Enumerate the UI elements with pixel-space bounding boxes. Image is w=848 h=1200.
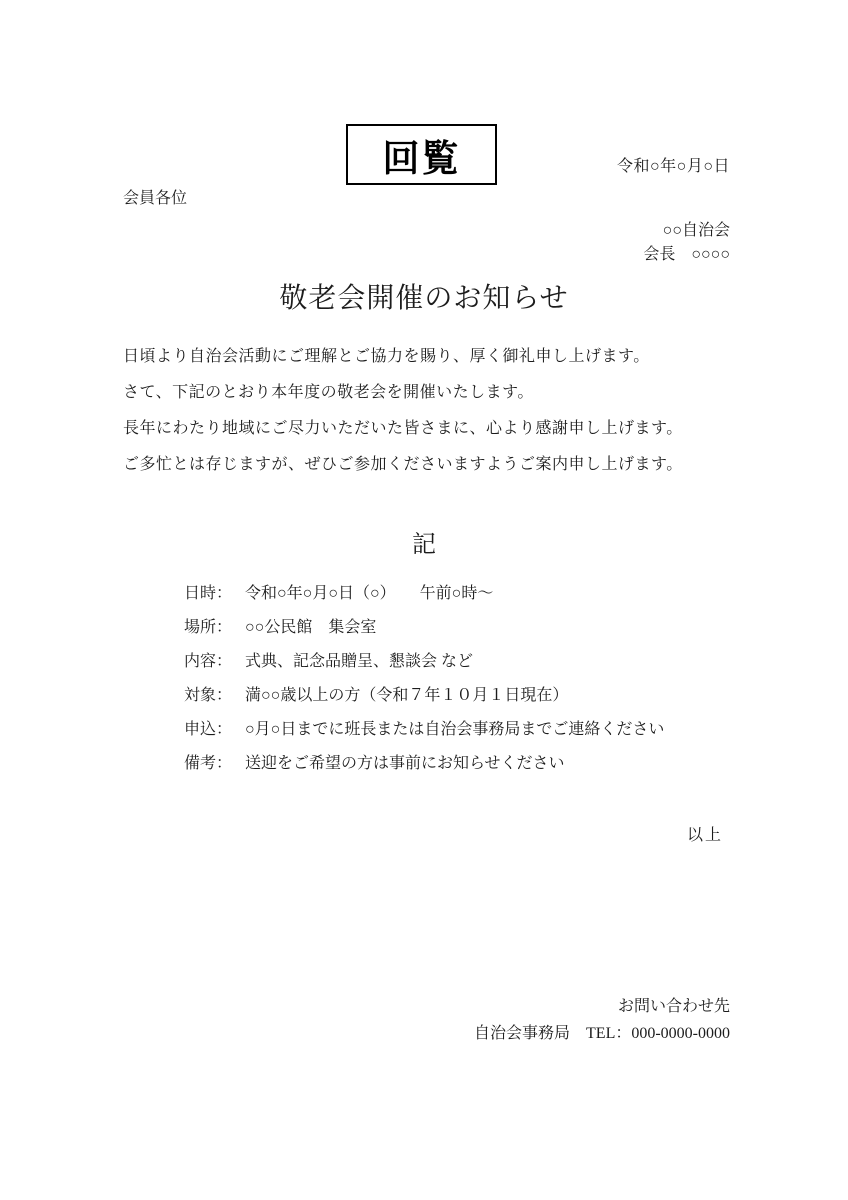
detail-label: 備考： <box>184 755 233 772</box>
contact-heading: お問い合わせ先 <box>617 998 730 1015</box>
page-title: 敬老会開催のお知らせ <box>279 283 569 314</box>
detail-row-place <box>184 611 744 645</box>
detail-value: 式典、記念品贈呈、懇談会 など <box>245 653 474 670</box>
body-paragraphs <box>123 339 733 483</box>
details-list <box>184 577 744 781</box>
body-paragraph: さて、下記のとおり本年度の敬老会を開催いたします。 <box>123 384 534 401</box>
circulation-stamp-box <box>346 124 497 185</box>
detail-row-application <box>184 713 744 747</box>
contact-line: 自治会事務局 TEL：000-0000-0000 <box>474 1025 730 1042</box>
body-paragraph: ご多忙とは存じますが、ぜひご参加くださいますようご案内申し上げます。 <box>123 456 683 473</box>
detail-label: 場所： <box>184 619 233 636</box>
detail-value: 満○○歳以上の方（令和７年１０月１日現在） <box>245 687 569 704</box>
sender-signer: 会長 ○○○○ <box>643 246 730 263</box>
detail-label: 申込： <box>184 721 233 738</box>
detail-label: 内容： <box>184 653 233 670</box>
body-paragraph: 長年にわたり地域にご尽力いただいた皆さまに、心より感謝申し上げます。 <box>123 420 683 437</box>
detail-row-datetime <box>184 577 744 611</box>
recipient-line: 会員各位 <box>123 190 188 207</box>
detail-value: ○○公民館 集会室 <box>245 619 377 636</box>
detail-label: 対象： <box>184 687 233 704</box>
detail-value: ○月○日までに班長または自治会事務局までご連絡ください <box>245 721 665 738</box>
closing-ijou: 以上 <box>686 827 723 844</box>
circulation-stamp-label: 回覧 <box>382 137 461 179</box>
issue-date: 令和○年○月○日 <box>617 158 730 175</box>
body-paragraph: 日頃より自治会活動にご理解とご協力を賜り、厚く御礼申し上げます。 <box>123 348 650 365</box>
detail-row-remarks <box>184 747 744 781</box>
detail-row-contents <box>184 645 744 679</box>
record-heading: 記 <box>412 532 436 558</box>
sender-block <box>643 219 730 267</box>
contact-block <box>474 993 730 1047</box>
sender-organization: ○○自治会 <box>662 222 730 239</box>
detail-value: 送迎をご希望の方は事前にお知らせください <box>245 755 565 772</box>
detail-label: 日時： <box>184 585 233 602</box>
detail-value: 令和○年○月○日（○） 午前○時～ <box>245 585 494 602</box>
detail-row-target <box>184 679 744 713</box>
